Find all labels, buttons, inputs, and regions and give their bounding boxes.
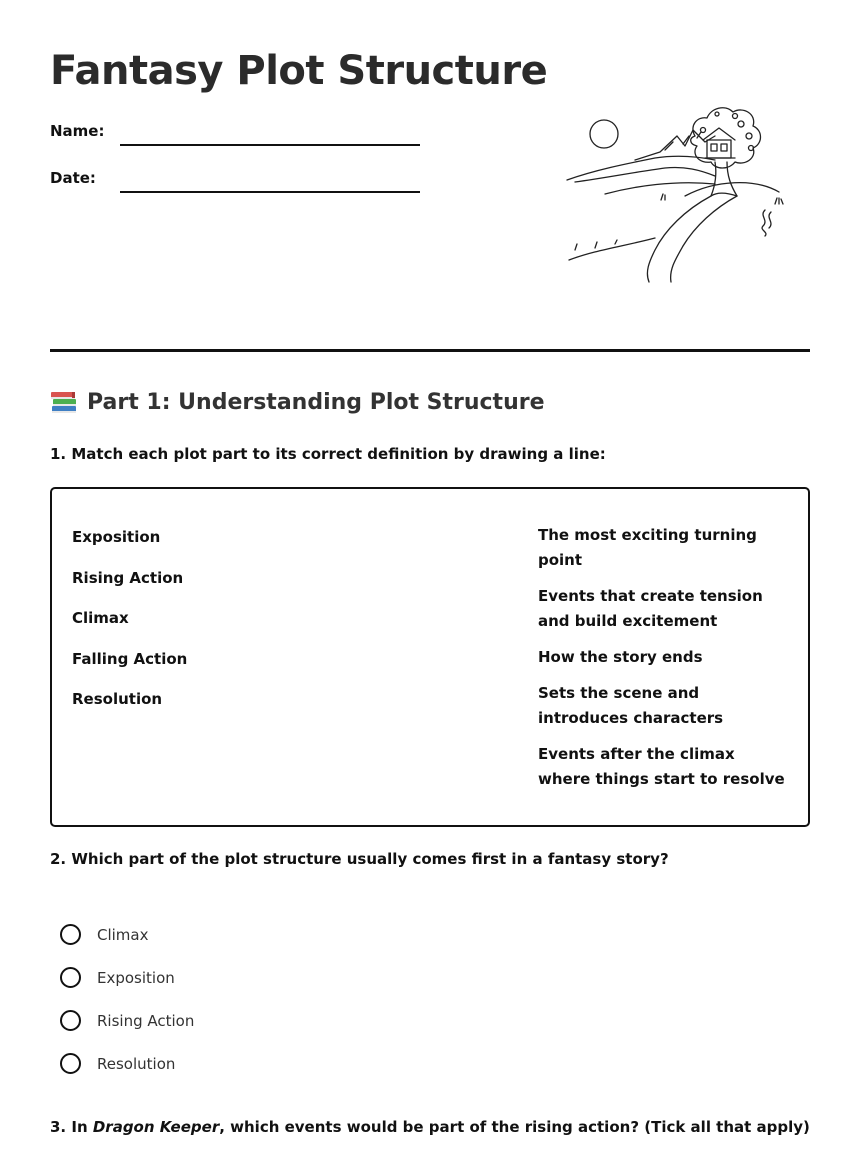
plot-part-falling-action[interactable]: Falling Action xyxy=(72,649,188,668)
plot-part-exposition[interactable]: Exposition xyxy=(72,528,161,546)
definition-item[interactable]: Events that create tension and build excitement xyxy=(538,587,763,630)
section-divider xyxy=(50,349,810,352)
option-climax[interactable] xyxy=(60,913,194,956)
books-icon xyxy=(50,388,78,416)
option-resolution[interactable] xyxy=(60,1042,194,1085)
radio-button[interactable] xyxy=(60,924,81,945)
page-title: Fantasy Plot Structure xyxy=(50,48,548,94)
matching-box xyxy=(50,487,810,827)
date-label: Date: xyxy=(50,169,96,187)
plot-part-climax[interactable]: Climax xyxy=(72,609,129,627)
radio-button[interactable] xyxy=(60,967,81,988)
definition-item[interactable]: The most exciting turning point xyxy=(538,526,757,569)
question-2: 2. Which part of the plot structure usually comes first in a fantasy story? xyxy=(50,850,669,868)
radio-button[interactable] xyxy=(60,1010,81,1031)
plot-part-rising-action[interactable]: Rising Action xyxy=(72,568,184,587)
plot-part-resolution[interactable]: Resolution xyxy=(72,690,163,708)
definition-item[interactable]: How the story ends xyxy=(538,648,703,666)
name-line[interactable] xyxy=(120,144,420,146)
question-3 xyxy=(50,1118,810,1136)
option-label: Climax xyxy=(97,925,149,944)
sun-icon xyxy=(590,120,618,148)
name-label: Name: xyxy=(50,122,105,140)
definition-item[interactable]: Events after the climax where things start to resolve xyxy=(538,745,785,788)
question-1: 1. Match each plot part to its correct definition by drawing a line: xyxy=(50,445,606,463)
definition-item[interactable]: Sets the scene and introduces characters xyxy=(538,684,724,727)
question-3-prefix: 3. In xyxy=(50,1118,93,1136)
name-field[interactable] xyxy=(50,118,430,148)
part1-heading xyxy=(50,388,545,416)
option-exposition[interactable] xyxy=(60,956,194,999)
date-field[interactable] xyxy=(50,165,430,195)
question-3-suffix: , which events would be part of the rising action? (Tick all that apply) xyxy=(219,1118,810,1136)
option-label: Resolution xyxy=(97,1054,176,1073)
date-line[interactable] xyxy=(120,191,420,193)
radio-button[interactable] xyxy=(60,1053,81,1074)
part1-heading-text: Part 1: Understanding Plot Structure xyxy=(87,389,545,415)
option-label: Rising Action xyxy=(97,1011,195,1030)
treehouse-landscape-illustration xyxy=(565,100,785,285)
definitions-column xyxy=(538,527,788,807)
option-rising-action[interactable] xyxy=(60,999,194,1042)
question-2-options xyxy=(60,913,194,1085)
book-title: Dragon Keeper xyxy=(92,1118,220,1136)
option-label: Exposition xyxy=(97,968,175,987)
plot-parts-column xyxy=(72,527,292,730)
